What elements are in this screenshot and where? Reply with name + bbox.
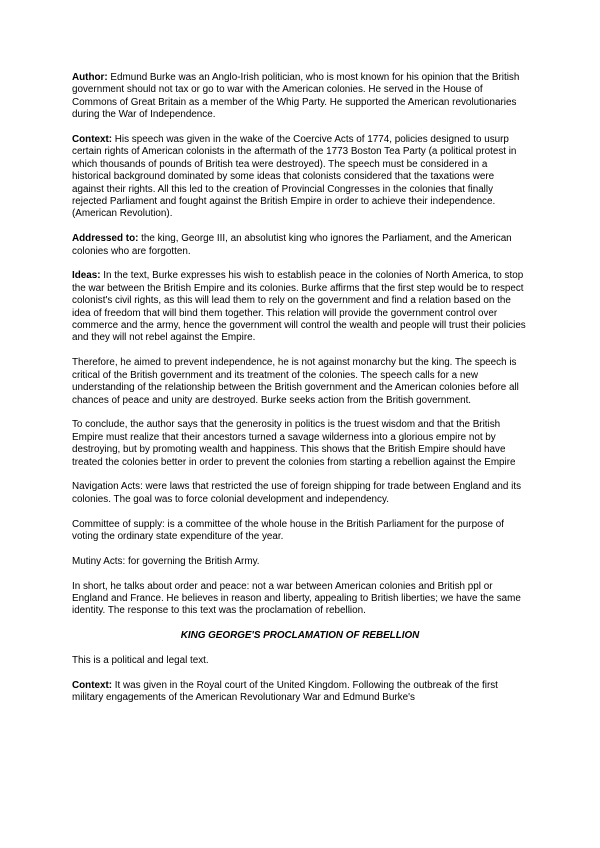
section-heading: KING GEORGE'S PROCLAMATION OF REBELLION <box>180 630 420 642</box>
context-paragraph <box>72 134 528 221</box>
author-paragraph <box>72 72 528 122</box>
context2-label: Context: <box>72 679 113 691</box>
addressed-label: Addressed to: <box>72 233 139 245</box>
committee-of-supply-paragraph: Committee of supply: is a committee of the whole house in the British Parliament for the purpose of voting the ordinary state expenditure of the year. <box>72 518 504 542</box>
navigation-acts-paragraph: Navigation Acts: were laws that restricted the use of foreign shipping for trade between England and its colonies. The goal was to force colonial development and independency. <box>72 481 522 505</box>
addressed-paragraph <box>72 233 528 258</box>
text-type-paragraph: This is a political and legal text. <box>72 654 209 666</box>
therefore-paragraph: Therefore, he aimed to prevent independence, he is not against monarchy but the king. The speech is critical of the British government and its treatment of the colonies. The speech calls for a new understanding of the relationship between the British government and the American colonies before all chances of peace and unity are destroyed. Burke seeks action from the British government. <box>72 357 519 406</box>
context2-paragraph <box>72 680 528 705</box>
author-text: Edmund Burke was an Anglo-Irish politician, who is most known for his opinion that the British government should not tax or go to war with the American colonies. He served in the House of Commons of Great Britain as a member of the Whig Party. He supported the American revolutionaries during the War of Independence. <box>72 72 520 121</box>
mutiny-acts-paragraph: Mutiny Acts: for governing the British Army. <box>72 555 260 567</box>
ideas-text: In the text, Burke expresses his wish to establish peace in the colonies of North America, to stop the war between the British Empire and its colonies. Burke affirms that the first step would be to respect colonist's civil rights, as this will lead them to rely on the government and find a relation based on the idea of freedom that will bind them together. This relation will provide the government control over commerce and the army, hence the government will control the wealth and people will trust their policies and they will not rebel against the Empire. <box>72 270 526 344</box>
ideas-paragraph <box>72 270 528 344</box>
conclusion-paragraph: To conclude, the author says that the generosity in politics is the truest wisdom and that the British Empire must realize that their ancestors turned a savage wilderness into a glorious empire not by destroying, but by promoting wealth and happiness. This shows that the British Empire should have treated the colonies better in order to prevent the colonies from starting a rebellion against the Empire <box>72 419 516 468</box>
document-page <box>72 72 528 717</box>
context2-text: It was given in the Royal court of the United Kingdom. Following the outbreak of the first military engagements of the American Revolutionary War and Edmund Burke's <box>72 679 498 704</box>
addressed-text: the king, George III, an absolutist king who ignores the Parliament, and the American colonies who are forgotten. <box>72 233 512 257</box>
ideas-label: Ideas: <box>72 270 101 282</box>
author-label: Author: <box>72 72 108 83</box>
summary-paragraph: In short, he talks about order and peace: not a war between American colonies and British ppl or England and France. He believes in reason and liberty, appealing to British liberties; we have the same identity. The response to this text was the proclamation of rebellion. <box>72 580 521 617</box>
context-text: His speech was given in the wake of the Coercive Acts of 1774, policies designed to usurp certain rights of American colonists in the aftermath of the 1773 Boston Tea Party (a political protest in which thousands of pounds of British tea were destroyed). The speech must be considered in a historical background dominated by some ideas that colonists considered that the taxations were against their rights. All this led to the creation of Provincial Congresses in the colonies that finally rejected Parliament and fought against the British Empire in order to achieve their independence. (American Revolution). <box>72 134 517 220</box>
context-label: Context: <box>72 134 113 146</box>
